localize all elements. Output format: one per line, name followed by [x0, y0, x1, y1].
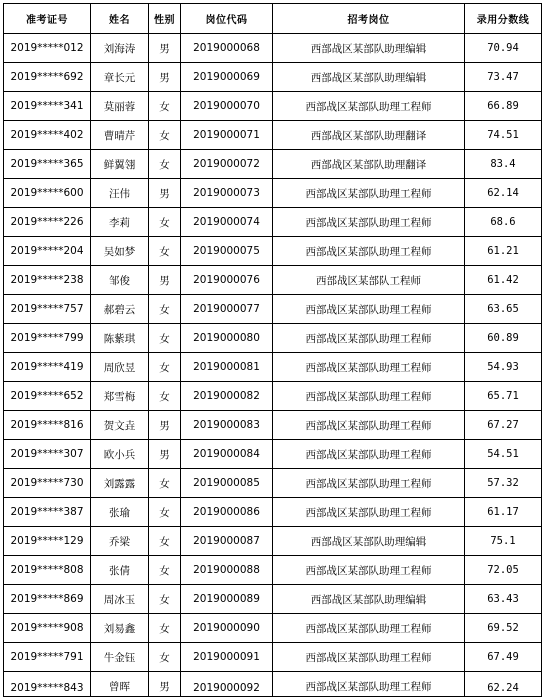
cell-score: 61.21: [465, 237, 542, 266]
table-header-row: [4, 4, 542, 34]
cell-gender: 女: [149, 469, 181, 498]
cell-exam-id: 2019*****341: [4, 92, 91, 121]
cell-position: 西部战区某部队助理工程师: [273, 556, 465, 585]
cell-name: 鲜翼翎: [91, 150, 149, 179]
table-row: [4, 324, 542, 353]
cell-exam-id: 2019*****129: [4, 527, 91, 556]
cell-name: 邹俊: [91, 266, 149, 295]
cell-score: 62.24: [465, 672, 542, 697]
cell-gender: 女: [149, 556, 181, 585]
cell-gender: 女: [149, 353, 181, 382]
cell-position: 西部战区某部队助理工程师: [273, 672, 465, 697]
cell-score: 62.14: [465, 179, 542, 208]
cell-name: 郑雪梅: [91, 382, 149, 411]
cell-name: 贺文垚: [91, 411, 149, 440]
cell-gender: 男: [149, 411, 181, 440]
cell-exam-id: 2019*****307: [4, 440, 91, 469]
cell-position: 西部战区某部队助理工程师: [273, 643, 465, 672]
cell-position: 西部战区某部队助理工程师: [273, 92, 465, 121]
cell-name: 牛金钰: [91, 643, 149, 672]
table-row: [4, 34, 542, 63]
cell-position: 西部战区某部队助理翻译: [273, 150, 465, 179]
cell-score: 65.71: [465, 382, 542, 411]
cell-exam-id: 2019*****204: [4, 237, 91, 266]
cell-exam-id: 2019*****757: [4, 295, 91, 324]
cell-score: 67.27: [465, 411, 542, 440]
cell-name: 刘露露: [91, 469, 149, 498]
cell-code: 2019000068: [181, 34, 273, 63]
cell-name: 周冰玉: [91, 585, 149, 614]
cell-code: 2019000073: [181, 179, 273, 208]
cell-exam-id: 2019*****843: [4, 672, 91, 697]
cell-score: 70.94: [465, 34, 542, 63]
cell-score: 61.42: [465, 266, 542, 295]
cell-code: 2019000085: [181, 469, 273, 498]
cell-gender: 男: [149, 440, 181, 469]
table-row: [4, 63, 542, 92]
cell-score: 74.51: [465, 121, 542, 150]
cell-score: 66.89: [465, 92, 542, 121]
table-row: [4, 672, 542, 697]
table-row: [4, 92, 542, 121]
cell-score: 60.89: [465, 324, 542, 353]
cell-code: 2019000076: [181, 266, 273, 295]
cell-position: 西部战区某部队助理编辑: [273, 63, 465, 92]
cell-gender: 女: [149, 92, 181, 121]
table-row: [4, 643, 542, 672]
cell-name: 吴如梦: [91, 237, 149, 266]
cell-position: 西部战区某部队助理工程师: [273, 324, 465, 353]
cell-code: 2019000074: [181, 208, 273, 237]
cell-exam-id: 2019*****692: [4, 63, 91, 92]
cell-score: 54.93: [465, 353, 542, 382]
table-row: [4, 121, 542, 150]
cell-code: 2019000075: [181, 237, 273, 266]
cell-gender: 女: [149, 324, 181, 353]
cell-position: 西部战区某部队助理翻译: [273, 121, 465, 150]
results-table: [3, 3, 542, 697]
cell-code: 2019000072: [181, 150, 273, 179]
header-position: 招考岗位: [273, 4, 465, 34]
table-row: [4, 179, 542, 208]
cell-code: 2019000070: [181, 92, 273, 121]
cell-name: 汪伟: [91, 179, 149, 208]
cell-exam-id: 2019*****652: [4, 382, 91, 411]
cell-position: 西部战区某部队助理工程师: [273, 353, 465, 382]
cell-name: 周欣昱: [91, 353, 149, 382]
cell-score: 83.4: [465, 150, 542, 179]
table-row: [4, 208, 542, 237]
cell-code: 2019000086: [181, 498, 273, 527]
cell-exam-id: 2019*****238: [4, 266, 91, 295]
cell-position: 西部战区某部队助理工程师: [273, 382, 465, 411]
cell-position: 西部战区某部队助理编辑: [273, 527, 465, 556]
cell-score: 75.1: [465, 527, 542, 556]
cell-exam-id: 2019*****816: [4, 411, 91, 440]
cell-position: 西部战区某部队助理工程师: [273, 208, 465, 237]
cell-position: 西部战区某部队助理工程师: [273, 237, 465, 266]
cell-code: 2019000081: [181, 353, 273, 382]
header-position-code: 岗位代码: [181, 4, 273, 34]
cell-position: 西部战区某部队助理工程师: [273, 614, 465, 643]
cell-gender: 女: [149, 614, 181, 643]
table-row: [4, 440, 542, 469]
cell-name: 曹晴芹: [91, 121, 149, 150]
cell-code: 2019000090: [181, 614, 273, 643]
cell-name: 张瑜: [91, 498, 149, 527]
cell-name: 刘海涛: [91, 34, 149, 63]
cell-gender: 女: [149, 208, 181, 237]
cell-name: 欧小兵: [91, 440, 149, 469]
cell-gender: 女: [149, 498, 181, 527]
cell-gender: 女: [149, 643, 181, 672]
cell-score: 67.49: [465, 643, 542, 672]
cell-name: 刘易鑫: [91, 614, 149, 643]
cell-gender: 女: [149, 382, 181, 411]
cell-position: 西部战区某部队助理编辑: [273, 34, 465, 63]
table-row: [4, 266, 542, 295]
cell-position: 西部战区某部队助理工程师: [273, 179, 465, 208]
cell-exam-id: 2019*****869: [4, 585, 91, 614]
cell-name: 李莉: [91, 208, 149, 237]
header-name: 姓名: [91, 4, 149, 34]
header-gender: 性别: [149, 4, 181, 34]
cell-gender: 男: [149, 179, 181, 208]
cell-code: 2019000089: [181, 585, 273, 614]
cell-gender: 男: [149, 266, 181, 295]
table-row: [4, 469, 542, 498]
cell-exam-id: 2019*****012: [4, 34, 91, 63]
cell-position: 西部战区某部队工程师: [273, 266, 465, 295]
cell-code: 2019000084: [181, 440, 273, 469]
cell-name: 郝碧云: [91, 295, 149, 324]
cell-score: 68.6: [465, 208, 542, 237]
cell-exam-id: 2019*****387: [4, 498, 91, 527]
cell-score: 72.05: [465, 556, 542, 585]
cell-exam-id: 2019*****419: [4, 353, 91, 382]
cell-exam-id: 2019*****730: [4, 469, 91, 498]
cell-gender: 女: [149, 585, 181, 614]
cell-exam-id: 2019*****791: [4, 643, 91, 672]
cell-score: 54.51: [465, 440, 542, 469]
cell-score: 57.32: [465, 469, 542, 498]
cell-code: 2019000083: [181, 411, 273, 440]
cell-code: 2019000077: [181, 295, 273, 324]
cell-code: 2019000087: [181, 527, 273, 556]
cell-code: 2019000080: [181, 324, 273, 353]
table-body: [4, 34, 542, 697]
cell-score: 69.52: [465, 614, 542, 643]
cell-name: 章长元: [91, 63, 149, 92]
table-row: [4, 353, 542, 382]
cell-code: 2019000082: [181, 382, 273, 411]
cell-gender: 女: [149, 295, 181, 324]
cell-position: 西部战区某部队助理工程师: [273, 469, 465, 498]
table-row: [4, 527, 542, 556]
cell-score: 73.47: [465, 63, 542, 92]
cell-exam-id: 2019*****402: [4, 121, 91, 150]
cell-score: 63.43: [465, 585, 542, 614]
cell-name: 莫丽蓉: [91, 92, 149, 121]
table-row: [4, 498, 542, 527]
cell-gender: 男: [149, 34, 181, 63]
cell-exam-id: 2019*****799: [4, 324, 91, 353]
cell-exam-id: 2019*****226: [4, 208, 91, 237]
cell-name: 曾晖: [91, 672, 149, 697]
cell-gender: 女: [149, 527, 181, 556]
cell-score: 63.65: [465, 295, 542, 324]
table-row: [4, 237, 542, 266]
cell-position: 西部战区某部队助理工程师: [273, 411, 465, 440]
cell-name: 张倩: [91, 556, 149, 585]
cell-code: 2019000069: [181, 63, 273, 92]
table-row: [4, 556, 542, 585]
cell-code: 2019000091: [181, 643, 273, 672]
cell-exam-id: 2019*****600: [4, 179, 91, 208]
cell-gender: 男: [149, 672, 181, 697]
table-row: [4, 585, 542, 614]
cell-gender: 男: [149, 63, 181, 92]
cell-code: 2019000088: [181, 556, 273, 585]
header-exam-id: 准考证号: [4, 4, 91, 34]
cell-position: 西部战区某部队助理工程师: [273, 498, 465, 527]
cell-name: 乔梁: [91, 527, 149, 556]
table-row: [4, 382, 542, 411]
table-row: [4, 295, 542, 324]
cell-gender: 女: [149, 237, 181, 266]
cell-exam-id: 2019*****908: [4, 614, 91, 643]
header-score: 录用分数线: [465, 4, 542, 34]
cell-gender: 女: [149, 121, 181, 150]
cell-name: 陈紫琪: [91, 324, 149, 353]
cell-position: 西部战区某部队助理工程师: [273, 295, 465, 324]
cell-exam-id: 2019*****365: [4, 150, 91, 179]
cell-code: 2019000092: [181, 672, 273, 697]
cell-code: 2019000071: [181, 121, 273, 150]
table-row: [4, 411, 542, 440]
cell-position: 西部战区某部队助理编辑: [273, 585, 465, 614]
cell-position: 西部战区某部队助理工程师: [273, 440, 465, 469]
table-row: [4, 150, 542, 179]
cell-exam-id: 2019*****808: [4, 556, 91, 585]
cell-score: 61.17: [465, 498, 542, 527]
table-row: [4, 614, 542, 643]
cell-gender: 女: [149, 150, 181, 179]
